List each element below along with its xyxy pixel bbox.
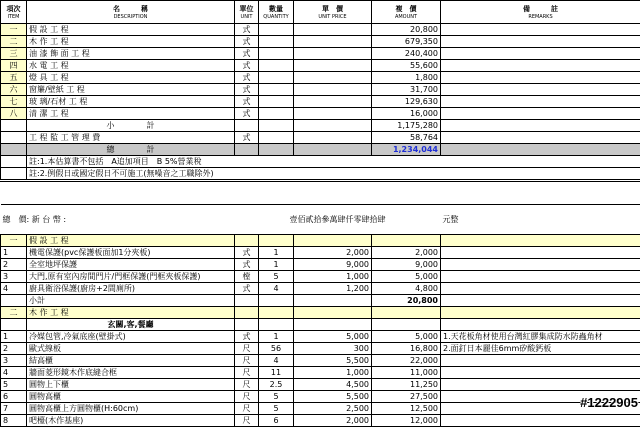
summary-item-unit: 式	[235, 48, 259, 60]
summary-item-amount: 16,000	[372, 108, 441, 120]
item-quantity: 56	[259, 343, 294, 355]
table-row	[1, 343, 640, 355]
header-amount: 複 價 AMOUNT	[372, 1, 441, 24]
item-unit: 尺	[235, 343, 259, 355]
summary-row	[1, 36, 640, 48]
grand-total-row	[1, 205, 640, 235]
item-remark	[441, 415, 640, 427]
section-2-items	[1, 331, 640, 427]
note-1: 註:1.本估算書不包括 A追加項目 B 5%營業稅	[27, 156, 640, 168]
summary-item-number: 三	[1, 48, 27, 60]
section-1-subtotal-label: 小計	[27, 295, 235, 307]
grand-total-label: 總 價: 新 台 幣 :	[1, 205, 235, 235]
header-item: 項次 ITEM	[1, 1, 27, 24]
summary-item-quantity	[259, 72, 294, 84]
item-number: 7	[1, 403, 27, 415]
summary-item-amount: 31,700	[372, 84, 441, 96]
item-unit: 尺	[235, 391, 259, 403]
summary-item-unit: 式	[235, 84, 259, 96]
item-description: 結高櫃	[27, 355, 235, 367]
section-2-title: 木 作 工 程	[27, 307, 235, 319]
item-unit-price: 2,500	[294, 403, 372, 415]
management-fee-row	[1, 132, 640, 144]
item-description: 牆面菱形鏡木作底縫合框	[27, 367, 235, 379]
summary-item-quantity	[259, 60, 294, 72]
item-amount: 5,000	[372, 331, 441, 343]
item-number: 8	[1, 415, 27, 427]
table-row	[1, 247, 640, 259]
section-1-subtotal-row	[1, 295, 640, 307]
summary-item-unit: 式	[235, 96, 259, 108]
summary-row	[1, 60, 640, 72]
item-number: 4	[1, 367, 27, 379]
item-unit: 式	[235, 331, 259, 343]
summary-item-quantity	[259, 24, 294, 36]
summary-item-unit: 式	[235, 36, 259, 48]
item-amount: 16,800	[372, 343, 441, 355]
item-unit-price: 9,000	[294, 259, 372, 271]
item-unit-price: 5,000	[294, 331, 372, 343]
section-2-subheading: 玄關,客,餐廳	[27, 319, 235, 331]
table-row	[1, 331, 640, 343]
item-remark	[441, 355, 640, 367]
header-description: 名 稱 DESCRIPTION	[27, 1, 235, 24]
summary-item-unit-price	[294, 72, 372, 84]
item-unit-price: 2,000	[294, 415, 372, 427]
table-row	[1, 379, 640, 391]
spacer-row	[1, 193, 640, 205]
item-unit-price: 5,500	[294, 391, 372, 403]
section-1-subtotal: 20,800	[372, 295, 441, 307]
item-quantity: 11	[259, 367, 294, 379]
item-description: 廚具衛浴保護(廚房+2間廁所)	[27, 283, 235, 295]
summary-item-remark	[441, 24, 640, 36]
summary-item-number: 七	[1, 96, 27, 108]
table-row	[1, 355, 640, 367]
summary-row	[1, 72, 640, 84]
summary-item-amount: 20,800	[372, 24, 441, 36]
summary-item-remark	[441, 96, 640, 108]
summary-item-amount: 55,600	[372, 60, 441, 72]
item-number: 1	[1, 247, 27, 259]
management-unit: 式	[235, 132, 259, 144]
item-quantity: 5	[259, 271, 294, 283]
summary-item-number: 一	[1, 24, 27, 36]
summary-item-unit-price	[294, 96, 372, 108]
table-row	[1, 367, 640, 379]
item-quantity: 4	[259, 283, 294, 295]
summary-item-unit-price	[294, 60, 372, 72]
section-1-title: 假 設 工 程	[27, 235, 235, 247]
item-description: 圓物高櫃上方圓物櫃(H:60cm)	[27, 403, 235, 415]
grand-total-unit: 元整	[441, 205, 640, 235]
item-amount: 9,000	[372, 259, 441, 271]
item-unit: 尺	[235, 367, 259, 379]
header-row	[1, 1, 640, 24]
summary-section	[1, 24, 640, 120]
item-number: 2	[1, 259, 27, 271]
summary-item-description: 窗簾/壁紙 工 程	[27, 84, 235, 96]
management-amount: 58,764	[372, 132, 441, 144]
table-row	[1, 259, 640, 271]
table-row	[1, 283, 640, 295]
subtotal-amount: 1,175,280	[372, 120, 441, 132]
item-number: 3	[1, 271, 27, 283]
summary-item-remark	[441, 48, 640, 60]
item-number: 3	[1, 355, 27, 367]
summary-row	[1, 24, 640, 36]
item-remark	[441, 247, 640, 259]
item-amount: 12,000	[372, 415, 441, 427]
summary-item-description: 假 設 工 程	[27, 24, 235, 36]
summary-item-quantity	[259, 84, 294, 96]
summary-item-number: 八	[1, 108, 27, 120]
item-quantity: 6	[259, 415, 294, 427]
summary-item-remark	[441, 60, 640, 72]
summary-row	[1, 48, 640, 60]
summary-item-quantity	[259, 36, 294, 48]
summary-item-description: 燈 具 工 程	[27, 72, 235, 84]
summary-item-unit: 式	[235, 24, 259, 36]
summary-item-unit-price	[294, 24, 372, 36]
item-unit-price: 1,000	[294, 271, 372, 283]
section-1-items	[1, 247, 640, 295]
summary-item-number: 五	[1, 72, 27, 84]
table-row	[1, 271, 640, 283]
summary-item-description: 油 漆 飾 面 工 程	[27, 48, 235, 60]
item-unit: 尺	[235, 379, 259, 391]
item-unit-price: 300	[294, 343, 372, 355]
item-quantity: 1	[259, 259, 294, 271]
watermark-id: #1222905	[580, 395, 638, 410]
item-quantity: 1	[259, 331, 294, 343]
item-description: 冷媒包管,冷氣底座(壁掛式)	[27, 331, 235, 343]
summary-item-amount: 129,630	[372, 96, 441, 108]
item-remark	[441, 367, 640, 379]
summary-item-unit: 式	[235, 72, 259, 84]
item-amount: 4,800	[372, 283, 441, 295]
item-number: 6	[1, 391, 27, 403]
spacer-row	[1, 181, 640, 194]
section-1-number: 一	[1, 235, 27, 247]
summary-item-amount: 679,350	[372, 36, 441, 48]
grand-total-chinese: 壹佰貳拾參萬肆仟零肆拾肆	[235, 205, 441, 235]
summary-item-number: 二	[1, 36, 27, 48]
summary-item-number: 六	[1, 84, 27, 96]
item-unit: 式	[235, 259, 259, 271]
note-2: 註:2.例假日或國定假日不可施工(無噪音之工職除外)	[27, 168, 640, 181]
summary-item-description: 水 電 工 程	[27, 60, 235, 72]
item-unit: 式	[235, 283, 259, 295]
item-unit: 尺	[235, 403, 259, 415]
summary-item-description: 木 作 工 程	[27, 36, 235, 48]
summary-item-amount: 240,400	[372, 48, 441, 60]
item-quantity: 2.5	[259, 379, 294, 391]
summary-row	[1, 96, 640, 108]
item-unit-price: 5,500	[294, 355, 372, 367]
item-quantity: 5	[259, 391, 294, 403]
summary-subtotal-row	[1, 120, 640, 132]
summary-item-quantity	[259, 96, 294, 108]
item-unit-price: 1,200	[294, 283, 372, 295]
summary-item-amount: 1,800	[372, 72, 441, 84]
subtotal-label: 小 計	[27, 120, 235, 132]
summary-item-quantity	[259, 48, 294, 60]
note-row-2	[1, 168, 640, 181]
summary-item-number: 四	[1, 60, 27, 72]
item-number: 4	[1, 283, 27, 295]
item-amount: 12,500	[372, 403, 441, 415]
item-remark	[441, 283, 640, 295]
item-unit-price: 1,000	[294, 367, 372, 379]
item-amount: 11,250	[372, 379, 441, 391]
summary-item-unit-price	[294, 48, 372, 60]
item-unit-price: 2,000	[294, 247, 372, 259]
item-number: 5	[1, 379, 27, 391]
summary-row	[1, 108, 640, 120]
item-number: 1	[1, 331, 27, 343]
summary-item-remark	[441, 36, 640, 48]
summary-item-description: 清 潔 工 程	[27, 108, 235, 120]
item-amount: 22,000	[372, 355, 441, 367]
item-description: 大門,原有室內房間門片/門框保護(門框夾板保護)	[27, 271, 235, 283]
item-quantity: 4	[259, 355, 294, 367]
item-remark: 1.天花板角材使用台灣紅膠集成防水防蟲角材	[441, 331, 640, 343]
item-description: 圓物高櫃	[27, 391, 235, 403]
header-remarks: 備 註 REMARKS	[441, 1, 640, 24]
summary-item-unit: 式	[235, 60, 259, 72]
summary-item-remark	[441, 108, 640, 120]
item-description: 圓物上下櫃	[27, 379, 235, 391]
summary-item-quantity	[259, 108, 294, 120]
summary-item-unit-price	[294, 84, 372, 96]
total-label: 總 計	[27, 144, 235, 156]
summary-item-unit-price	[294, 108, 372, 120]
table-row	[1, 391, 640, 403]
item-amount: 11,000	[372, 367, 441, 379]
item-description: 全室地坪保護	[27, 259, 235, 271]
summary-row	[1, 84, 640, 96]
summary-item-description: 玻 璃/石材 工 程	[27, 96, 235, 108]
item-description: 機電保護(pvc保護板面加1分夾板)	[27, 247, 235, 259]
item-amount: 2,000	[372, 247, 441, 259]
item-remark	[441, 259, 640, 271]
header-unit: 單位 UNIT	[235, 1, 259, 24]
item-description: 歐式線板	[27, 343, 235, 355]
item-remark	[441, 271, 640, 283]
table-row	[1, 403, 640, 415]
header-unit-price: 單 價 UNIT PRICE	[294, 1, 372, 24]
header-quantity: 數量 QUANTITY	[259, 1, 294, 24]
item-remark: 2.面釘日本麗佳6mm矽酸鈣板	[441, 343, 640, 355]
section-2-number: 二	[1, 307, 27, 319]
summary-item-unit-price	[294, 36, 372, 48]
total-row	[1, 144, 640, 156]
item-unit: 尺	[235, 355, 259, 367]
item-amount: 5,000	[372, 271, 441, 283]
item-description: 吧檯(木作基座)	[27, 415, 235, 427]
table-row	[1, 415, 640, 427]
section-2-subheading-row	[1, 319, 640, 331]
total-amount: 1,234,044	[372, 144, 441, 156]
summary-item-remark	[441, 72, 640, 84]
item-remark	[441, 379, 640, 391]
item-quantity: 5	[259, 403, 294, 415]
item-unit: 樘	[235, 271, 259, 283]
section-1-heading	[1, 235, 640, 247]
item-unit-price: 4,500	[294, 379, 372, 391]
item-number: 2	[1, 343, 27, 355]
section-2-heading	[1, 307, 640, 319]
item-quantity: 1	[259, 247, 294, 259]
item-unit: 式	[235, 247, 259, 259]
item-unit: 尺	[235, 415, 259, 427]
item-amount: 27,500	[372, 391, 441, 403]
note-row-1	[1, 156, 640, 168]
summary-item-remark	[441, 84, 640, 96]
summary-item-unit: 式	[235, 108, 259, 120]
management-label: 工 程 監 工 管 理 費	[27, 132, 235, 144]
